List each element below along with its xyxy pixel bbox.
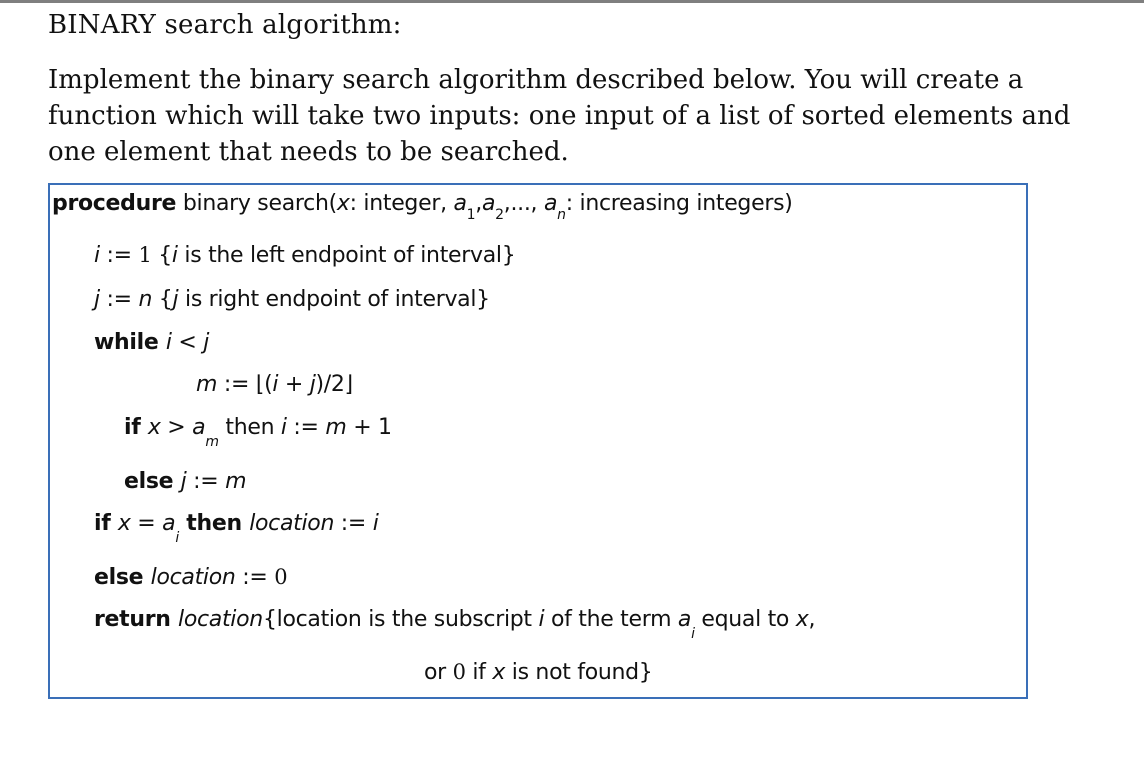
top-rule: [0, 0, 1144, 3]
assign-op: :=: [99, 243, 139, 268]
param-comma: ,: [475, 191, 482, 216]
param-a1-sub: 1: [466, 207, 476, 223]
else-m: m: [225, 469, 247, 494]
else-keyword: else: [94, 565, 151, 590]
comment-var-i: i: [171, 243, 178, 268]
mid-plus: +: [278, 372, 310, 397]
if-found-line: [94, 511, 379, 546]
comment-open: {: [151, 243, 172, 268]
else-location: location: [150, 565, 236, 590]
assign-op: :=: [286, 415, 326, 440]
if-a: a: [192, 415, 206, 440]
var-j: j: [94, 287, 100, 312]
var-i: i: [94, 243, 100, 268]
param-x: x: [336, 191, 350, 216]
return-a: a: [677, 607, 692, 632]
param-x-type: : integer,: [349, 191, 454, 216]
found-a-sub: i: [175, 530, 179, 546]
comment-text: is right endpoint of interval}: [178, 287, 490, 312]
value-one: 1: [138, 243, 152, 267]
then-text: then: [218, 415, 281, 440]
assign-op: :=: [217, 372, 256, 397]
else-keyword: else: [124, 469, 181, 494]
not-found-x: x: [492, 660, 506, 685]
return-comment-3: equal to: [694, 607, 796, 632]
param-a1: a: [453, 191, 467, 216]
found-op: =: [130, 511, 163, 536]
assign-op: :=: [186, 469, 226, 494]
then-m: m: [325, 415, 347, 440]
while-keyword: while: [94, 330, 166, 355]
mid-line: [196, 372, 353, 397]
return-i: i: [538, 607, 545, 632]
if-keyword: if: [124, 415, 148, 440]
found-a: a: [162, 511, 176, 536]
page-title: BINARY search algorithm:: [48, 10, 402, 40]
cond-j: j: [203, 330, 210, 355]
procedure-name: binary search(: [176, 191, 337, 216]
value-zero: 0: [274, 565, 288, 589]
while-line: [94, 330, 209, 355]
init-i-line: [94, 243, 515, 268]
if-keyword: if: [94, 511, 118, 536]
or-text: or: [424, 660, 453, 685]
param-an: a: [543, 191, 558, 216]
assign-op: :=: [99, 287, 139, 312]
if-op: >: [160, 415, 193, 440]
if-a-sub: m: [205, 434, 219, 450]
comment-open: {: [152, 287, 173, 312]
param-rest: : increasing integers): [565, 191, 793, 216]
procedure-header: [52, 191, 793, 223]
return-keyword: return: [94, 607, 179, 632]
else-j-line: [124, 469, 246, 494]
comment-var-j: j: [172, 287, 179, 312]
if-text: if: [465, 660, 493, 685]
mid-i: i: [272, 372, 279, 397]
mid-j: j: [309, 372, 316, 397]
return-x: x: [795, 607, 809, 632]
return-line: [94, 607, 816, 642]
intro-line-2: function which will take two inputs: one input of a list of sorted elements and: [48, 101, 1071, 131]
found-i: i: [372, 511, 379, 536]
init-j-line: [94, 287, 490, 312]
then-keyword: then: [178, 511, 250, 536]
algorithm-box: [48, 183, 1028, 699]
plus-one: + 1: [346, 415, 392, 440]
return-comment-2: of the term: [544, 607, 678, 632]
then-i: i: [280, 415, 287, 440]
var-m: m: [196, 372, 218, 397]
floor-open: ⌊(: [255, 372, 273, 397]
cond-op: <: [171, 330, 204, 355]
value-zero: 0: [452, 660, 466, 684]
assign-op: :=: [334, 511, 373, 536]
value-n: n: [138, 287, 153, 312]
procedure-keyword: procedure: [52, 191, 177, 216]
param-a2: a: [481, 191, 496, 216]
return-a-sub: i: [691, 626, 695, 642]
comment-text: is the left endpoint of interval}: [177, 243, 516, 268]
else-j: j: [180, 469, 187, 494]
intro-paragraph: [48, 62, 1128, 170]
param-ellipsis: ,...,: [503, 191, 544, 216]
return-comment-1: {location is the subscript: [262, 607, 539, 632]
assign-op: :=: [235, 565, 275, 590]
else-location-line: [94, 565, 287, 590]
return-line-2: [424, 660, 653, 685]
floor-close: )/2⌋: [315, 372, 353, 397]
param-an-sub: n: [557, 207, 566, 223]
cond-i: i: [165, 330, 172, 355]
intro-line-1: Implement the binary search algorithm described below. You will create a: [48, 65, 1024, 95]
return-comma: ,: [808, 607, 816, 632]
if-x: x: [147, 415, 161, 440]
found-location: location: [249, 511, 335, 536]
if-greater-line: [124, 415, 392, 450]
intro-line-3: one element that needs to be searched.: [48, 137, 569, 167]
param-a2-sub: 2: [495, 207, 504, 223]
found-x: x: [117, 511, 131, 536]
return-location: location: [178, 607, 263, 632]
not-found-text: is not found}: [505, 660, 653, 685]
